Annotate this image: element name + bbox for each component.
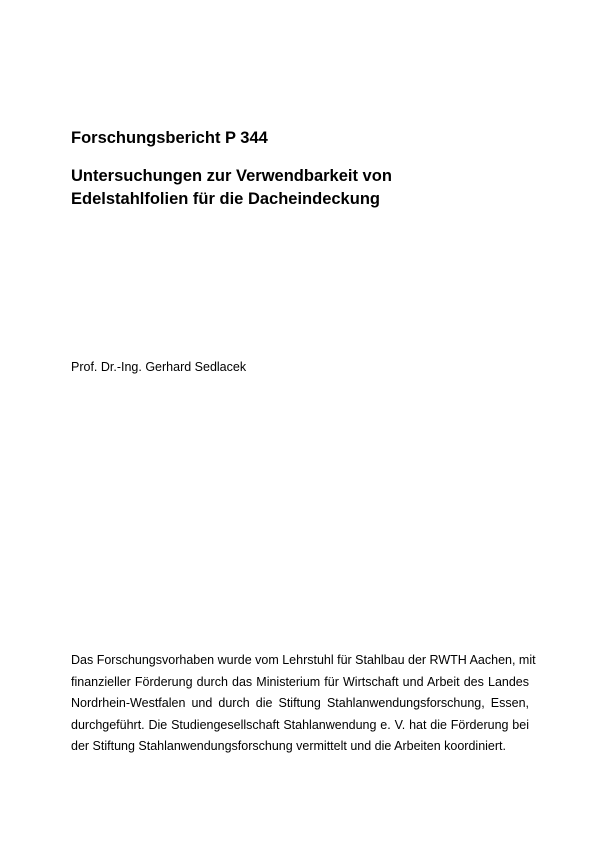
funding-note-line: durchgeführt. Die Studiengesellschaft Stahlanwendung e. V. hat die Förderung bei xyxy=(71,717,529,732)
report-number: Forschungsbericht P 344 xyxy=(71,129,268,147)
funding-note-line: Das Forschungsvorhaben wurde vom Lehrstuhl für Stahlbau der RWTH Aachen, mit xyxy=(71,653,536,667)
author-name: Prof. Dr.-Ing. Gerhard Sedlacek xyxy=(71,360,247,374)
report-title-line: Untersuchungen zur Verwendbarkeit von xyxy=(71,167,392,185)
report-title xyxy=(71,165,541,211)
funding-note-line: der Stiftung Stahlanwendungsforschung vermittelt und die Arbeiten koordiniert. xyxy=(71,739,506,754)
report-title-line: Edelstahlfolien für die Dacheindeckung xyxy=(71,190,380,208)
funding-note-line: finanzieller Förderung durch das Ministerium für Wirtschaft und Arbeit des Landes xyxy=(71,674,529,689)
funding-note xyxy=(71,650,536,758)
funding-note-line: Nordrhein-Westfalen und durch die Stiftung Stahlanwendungsforschung, Essen, xyxy=(71,696,529,711)
